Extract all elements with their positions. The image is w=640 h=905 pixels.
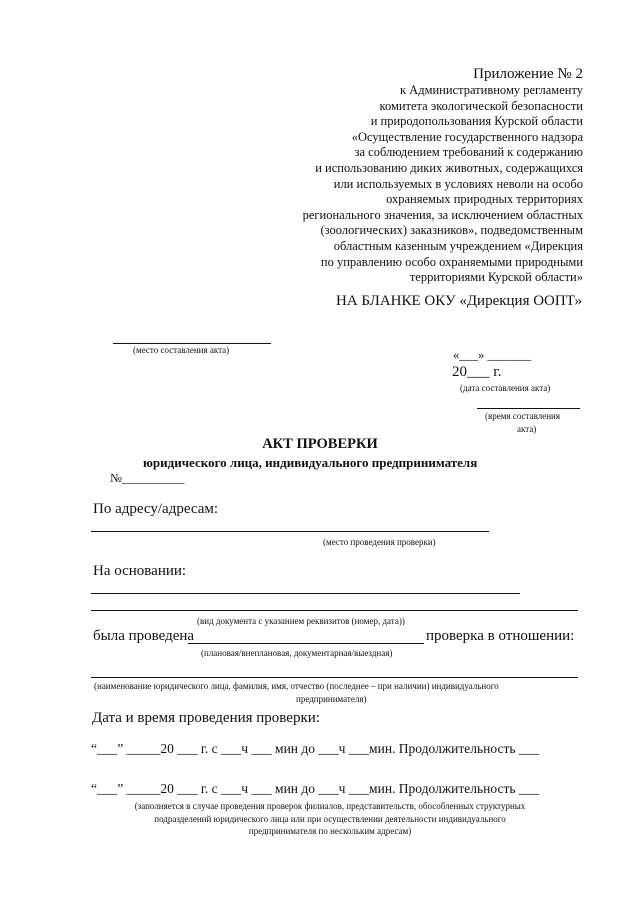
appendix-line: по управлению особо охраняемыми природными	[320, 254, 583, 269]
appendix-line: за соблюдением требований к содержанию	[354, 145, 583, 160]
basis-caption: (вид документа с указанием реквизитов (номер, дата))	[197, 616, 405, 626]
held-suffix: проверка в отношении:	[426, 628, 575, 644]
datetime-label: Дата и время проведения проверки:	[92, 710, 320, 726]
address-label: По адресу/адресам:	[93, 501, 219, 517]
appendix-line: комитета экологической безопасности	[379, 98, 583, 113]
time-caption-2: акта)	[517, 424, 537, 434]
appendix-line: и природопользования Курской области	[370, 114, 583, 129]
appendix-line: к Административному регламенту	[399, 83, 583, 97]
appendix-line: охраняемых природных территориях	[386, 192, 583, 207]
appendix-title: Приложение № 2	[473, 66, 583, 82]
appendix-line: (зоологических) заказников», подведомственным	[320, 223, 583, 238]
place-caption: (место составления акта)	[133, 345, 230, 355]
appendix-line: «Осуществление государственного надзора	[351, 129, 583, 144]
appendix-line: территориями Курской области»	[409, 270, 583, 285]
letterhead-note: НА БЛАНКЕ ОКУ «Дирекция ООПТ»	[336, 293, 582, 309]
date-quote: «___» _______	[453, 348, 532, 362]
act-title: АКТ ПРОВЕРКИ	[262, 436, 378, 452]
act-subtitle: юридического лица, индивидуального предпринимателя	[143, 455, 478, 470]
subject-line	[91, 677, 578, 678]
appendix-line: областным казенным учреждением «Дирекция	[333, 238, 583, 253]
address-line	[91, 531, 489, 532]
appendix-line: регионального значения, за исключением областных	[302, 207, 583, 222]
time-line	[477, 408, 580, 409]
basis-line-1	[91, 593, 520, 594]
place-line	[113, 343, 271, 344]
held-caption: (плановая/внеплановая, документарная/выездная)	[201, 648, 393, 658]
held-label: была проведена	[93, 628, 195, 644]
time-caption-1: (время составления	[485, 411, 560, 421]
footnote-line: подразделений юридического лица или при осуществлении деятельности индивидуального	[154, 813, 506, 824]
subject-caption-2: предпринимателя)	[296, 694, 367, 704]
appendix-line: или используемых в условиях неволи на особо	[333, 176, 583, 191]
datetime-row-2: “___” _____20 ___ г. с ___ч ___ мин до ___ч ___мин. Продолжительность ___	[91, 781, 540, 796]
datetime-row-1: “___” _____20 ___ г. с ___ч ___ мин до ___ч ___мин. Продолжительность ___	[91, 741, 540, 756]
date-year: 20___ г.	[452, 364, 502, 380]
act-number: №__________	[110, 471, 185, 485]
appendix-line: и использованию диких животных, содержащихся	[315, 160, 583, 175]
held-line	[188, 643, 424, 644]
footnote	[80, 800, 580, 838]
basis-line-2	[91, 610, 578, 611]
footnote-line: (заполняется в случае проведения проверок филиалов, представительств, обособленных структурных	[134, 801, 526, 811]
appendix-block	[243, 65, 583, 286]
footnote-line: предпринимателя по нескольким адресам)	[248, 826, 412, 836]
subject-caption-1: (наименование юридического лица, фамилия, имя, отчество (последнее – при наличии) индивидуального	[94, 681, 499, 691]
address-caption: (место проведения проверки)	[323, 537, 436, 547]
basis-label: На основании:	[93, 563, 187, 579]
date-caption: (дата составления акта)	[460, 383, 551, 393]
